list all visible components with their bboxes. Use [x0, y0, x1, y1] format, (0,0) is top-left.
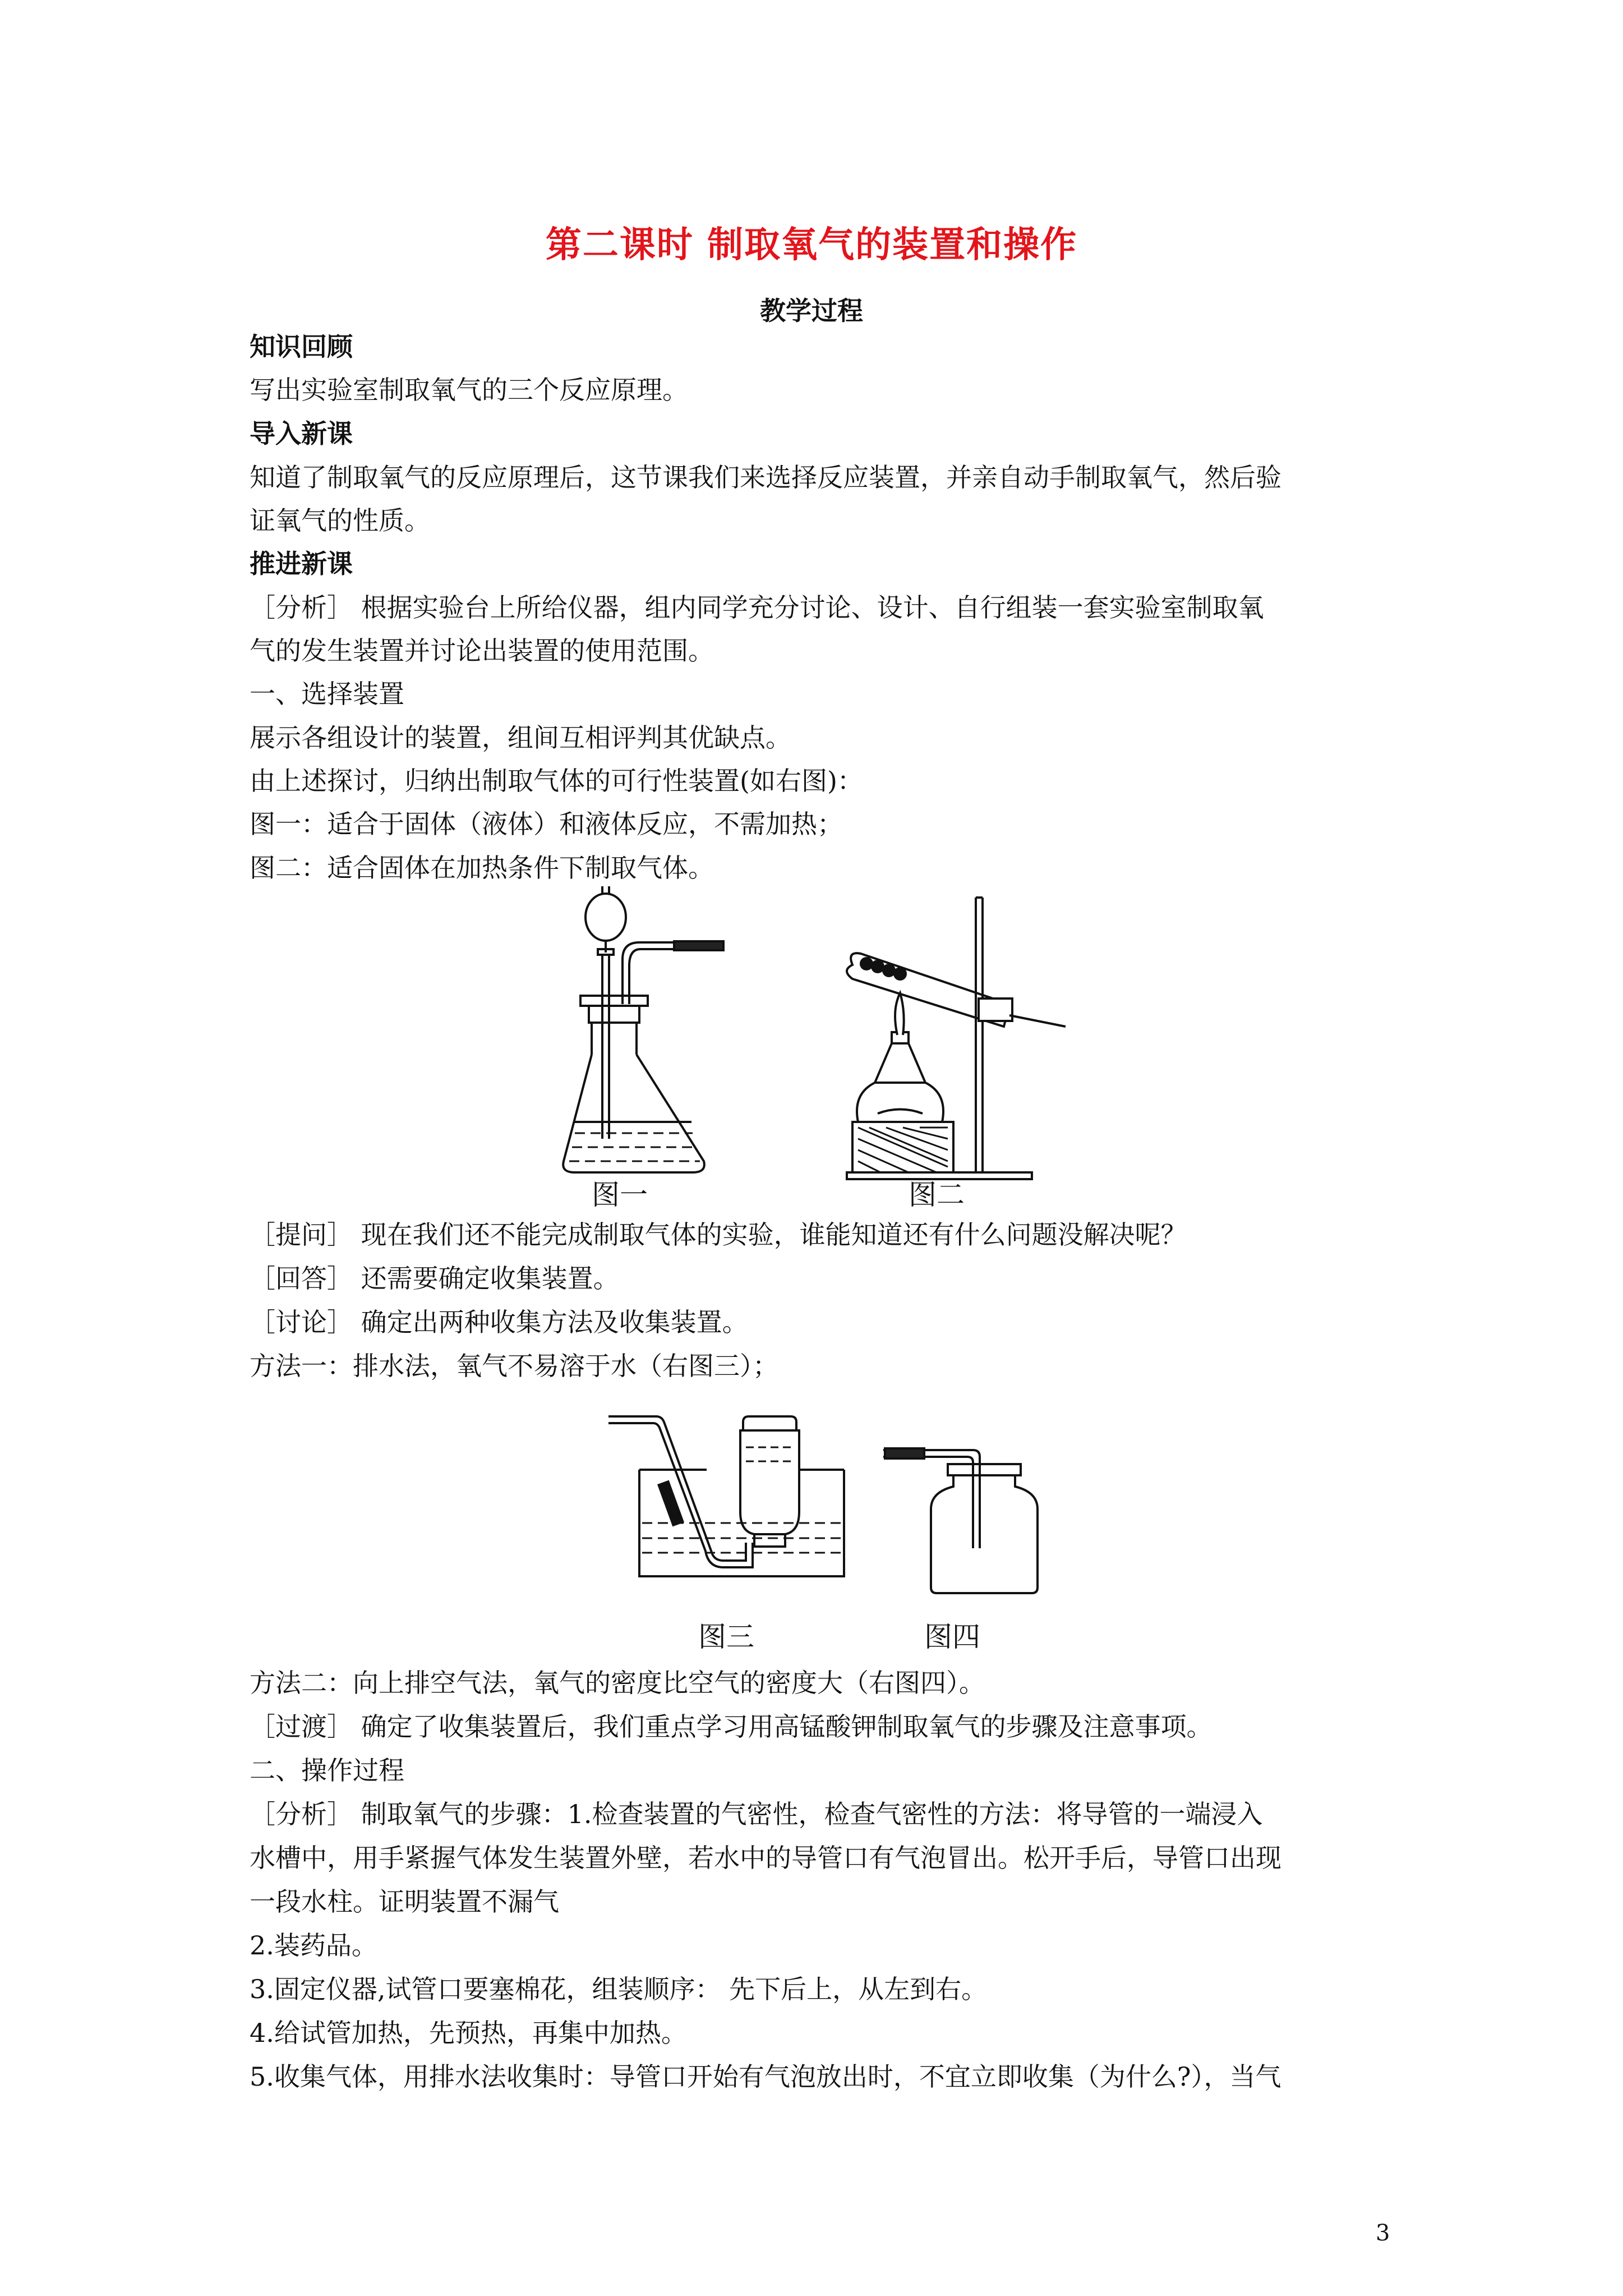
part2-title: 二、操作过程	[250, 1755, 404, 1786]
fig1-description: 图一：适合于固体（液体）和液体反应，不需加热；	[250, 809, 843, 839]
step-4: 4.给试管加热，先预热，再集中加热。	[250, 2018, 687, 2048]
part1-line-2: 由上述探讨，归纳出制取气体的可行性装置(如右图)：	[250, 766, 863, 796]
discussion-line: ［讨论］ 确定出两种收集方法及收集装置。	[250, 1307, 748, 1337]
heated-test-tube-diagram	[836, 892, 1082, 1200]
intro-heading: 导入新课	[250, 418, 353, 449]
step-2: 2.装药品。	[250, 1930, 377, 1961]
analysis-line-2: 气的发生装置并讨论出装置的使用范围。	[250, 636, 714, 666]
analysis-line-1: ［分析］ 根据实验台上所给仪器，组内同学充分讨论、设计、自行组装一套实验室制取氧	[250, 592, 1264, 623]
part1-line-1: 展示各组设计的装置，组间互相评判其优缺点。	[250, 723, 791, 753]
review-text: 写出实验室制取氧气的三个反应原理。	[250, 375, 688, 405]
upward-air-displacement-diagram	[880, 1436, 1049, 1604]
page-subtitle: 教学过程	[760, 296, 863, 326]
fig2-description: 图二：适合固体在加热条件下制取气体。	[250, 853, 714, 883]
page-number: 3	[1376, 2220, 1390, 2246]
page-title: 第二课时 制取氧气的装置和操作	[545, 224, 1078, 266]
answer-line: ［回答］ 还需要确定收集装置。	[250, 1263, 619, 1294]
steps-line-1: ［分析］ 制取氧气的步骤：1.检查装置的气密性，检查气密性的方法：将导管的一端浸入	[250, 1799, 1263, 1829]
intro-line-2: 证氧气的性质。	[250, 505, 430, 536]
method1-line: 方法一：排水法，氧气不易溶于水（右图三）；	[250, 1351, 778, 1381]
advance-heading: 推进新课	[250, 549, 353, 579]
figure1-caption: 图一	[592, 1179, 648, 1211]
intro-line-1: 知道了制取氧气的反应原理后，这节课我们来选择反应装置，并亲自动手制取氧气，然后验	[250, 462, 1281, 493]
figure2-caption: 图二	[909, 1179, 965, 1211]
method2-line: 方法二：向上排空气法，氧气的密度比空气的密度大（右图四）。	[250, 1668, 985, 1698]
question-line: ［提问］ 现在我们还不能完成制取气体的实验，谁能知道还有什么问题没解决呢？	[250, 1220, 1187, 1250]
step-5: 5.收集气体，用排水法收集时：导管口开始有气泡放出时，不宜立即收集（为什么?），当气	[250, 2062, 1281, 2092]
flask-apparatus-diagram	[550, 886, 751, 1200]
steps-line-3: 一段水柱。证明装置不漏气	[250, 1887, 559, 1917]
step-3: 3.固定仪器,试管口要塞棉花，组装顺序： 先下后上，从左到右。	[250, 1974, 988, 2004]
steps-line-2: 水槽中，用手紧握气体发生装置外壁，若水中的导管口有气泡冒出。松开手后，导管口出现	[250, 1843, 1281, 1873]
water-displacement-diagram	[606, 1408, 858, 1599]
review-heading: 知识回顾	[250, 332, 353, 362]
figure3-caption: 图三	[698, 1621, 754, 1653]
transition-line: ［过渡］ 确定了收集装置后，我们重点学习用高锰酸钾制取氧气的步骤及注意事项。	[250, 1711, 1212, 1742]
part1-title: 一、选择装置	[250, 679, 404, 709]
figure4-caption: 图四	[924, 1621, 980, 1653]
